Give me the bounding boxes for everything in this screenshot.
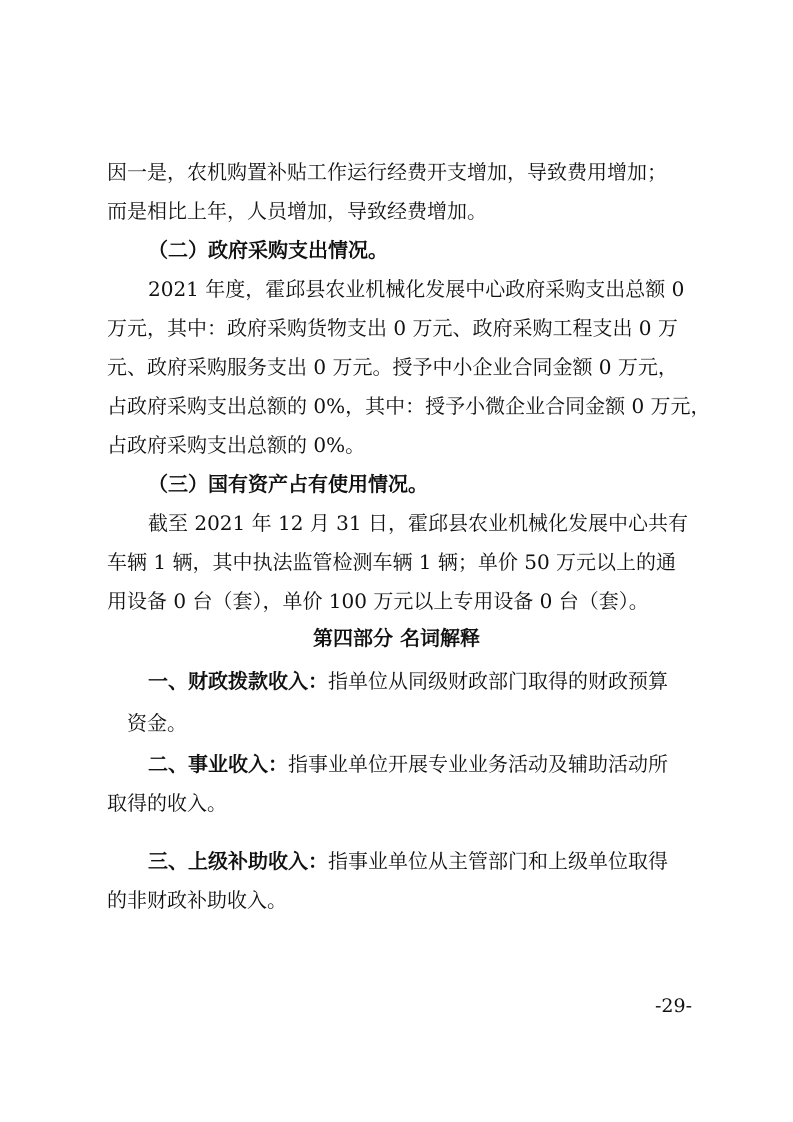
section-heading-procurement: （二）政府采购支出情况。 xyxy=(148,238,388,262)
body-line: 的非财政补助收入。 xyxy=(107,888,287,912)
term-definition: 指事业单位从主管部门和上级单位取得 xyxy=(328,849,668,873)
body-line: 占政府采购支出总额的 0%。 xyxy=(107,433,366,457)
body-line: 因一是，农机购置补贴工作运行经费开支增加，导致费用增加； xyxy=(107,160,667,184)
body-line: 万元，其中：政府采购货物支出 0 万元、政府采购工程支出 0 万 xyxy=(107,316,678,340)
term-entry xyxy=(148,668,668,694)
body-line: 占政府采购支出总额的 0%，其中：授予小微企业合同金额 0 万元， xyxy=(107,394,711,418)
body-line: 元、政府采购服务支出 0 万元。授予中小企业合同金额 0 万元， xyxy=(107,355,678,379)
body-line: 取得的收入。 xyxy=(107,791,227,815)
page-number: -29- xyxy=(655,995,693,1017)
part-four-title: 第四部分 名词解释 xyxy=(313,626,480,650)
term-entry xyxy=(148,848,668,874)
body-line: 用设备 0 台（套），单价 100 万元以上专用设备 0 台（套）。 xyxy=(107,589,649,613)
section-heading-assets: （三）国有资产占有使用情况。 xyxy=(148,472,428,496)
body-line: 车辆 1 辆，其中执法监管检测车辆 1 辆；单价 50 万元以上的通 xyxy=(107,550,677,574)
term-label: 一、财政拨款收入： xyxy=(148,669,328,693)
body-line: 资金。 xyxy=(127,711,187,735)
term-definition: 指事业单位开展专业业务活动及辅助活动所 xyxy=(288,752,668,776)
body-line: 截至 2021 年 12 月 31 日，霍邱县农业机械化发展中心共有 xyxy=(148,511,688,535)
term-label: 三、上级补助收入： xyxy=(148,849,328,873)
body-line: 2021 年度，霍邱县农业机械化发展中心政府采购支出总额 0 xyxy=(148,277,685,301)
body-line: 而是相比上年，人员增加，导致经费增加。 xyxy=(107,199,487,223)
term-entry xyxy=(148,751,668,777)
term-label: 二、事业收入： xyxy=(148,752,288,776)
term-definition: 指单位从同级财政部门取得的财政预算 xyxy=(328,669,668,693)
